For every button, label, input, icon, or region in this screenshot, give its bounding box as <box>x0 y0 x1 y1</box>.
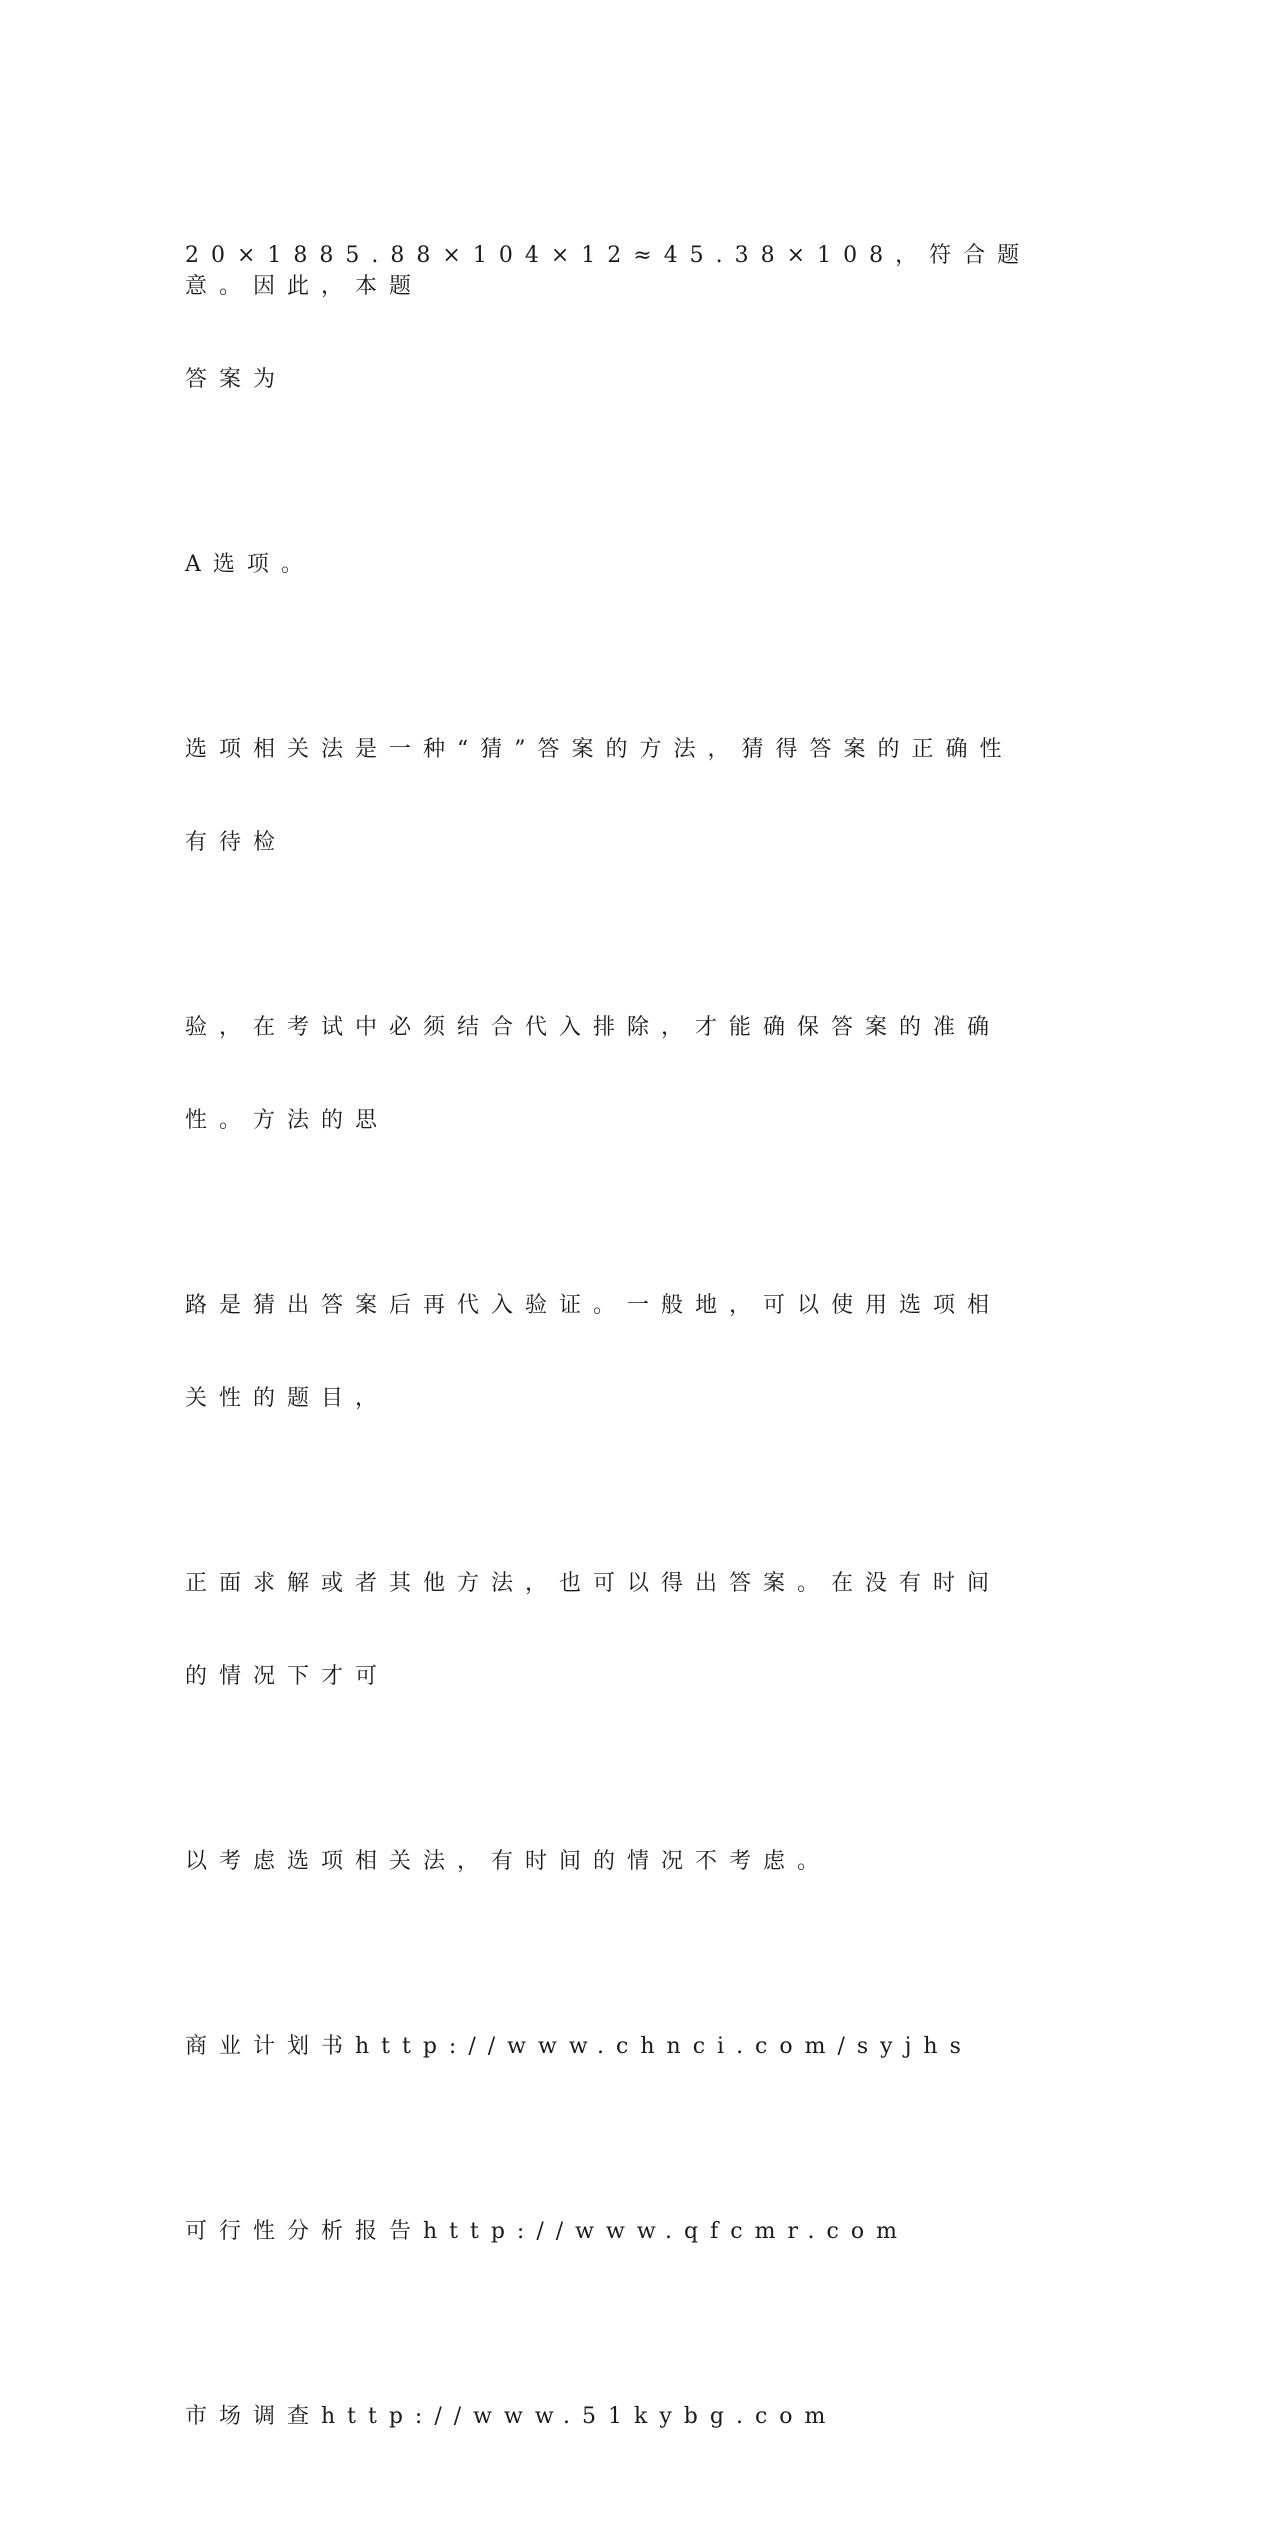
link-feasibility-report <box>185 2154 1085 2309</box>
paragraph-method-verify <box>185 950 1085 1198</box>
paragraph-method-intro <box>185 672 1085 920</box>
link-market-research <box>185 2339 1085 2494</box>
text-line: 有待检 <box>185 830 288 855</box>
text-line: A选项。 <box>185 552 315 577</box>
document-page <box>185 178 1085 2524</box>
paragraph-method-conclusion <box>185 1784 1085 1939</box>
text-line: 可行性分析报告http://www.qfcmr.com <box>185 2219 909 2244</box>
text-line: 商业计划书http://www.chnci.com/syjhs <box>185 2034 973 2059</box>
text-line: 的情况下才可 <box>185 1664 390 1689</box>
paragraph-answer <box>185 487 1085 642</box>
text-line: 验，在考试中必须结合代入排除，才能确保答案的准确 <box>185 1015 1002 1040</box>
link-business-plan <box>185 1969 1085 2124</box>
text-line: 正面求解或者其他方法，也可以得出答案。在没有时间 <box>185 1571 1002 1596</box>
text-line: 性。方法的思 <box>185 1108 390 1133</box>
text-line: 答案为 <box>185 367 288 392</box>
text-line: 市场调查http://www.51kybg.com <box>185 2404 838 2429</box>
paragraph-calculation <box>185 178 1085 457</box>
text-line: 20×1885.88×104×12≈45.38×108，符合题意。因此，本题 <box>185 243 1032 299</box>
text-line: 以考虑选项相关法，有时间的情况不考虑。 <box>185 1849 832 1874</box>
paragraph-method-alternative <box>185 1506 1085 1754</box>
text-line: 路是猜出答案后再代入验证。一般地，可以使用选项相 <box>185 1293 1002 1318</box>
text-line: 选项相关法是一种“猜”答案的方法，猜得答案的正确性 <box>185 737 1014 762</box>
paragraph-method-approach <box>185 1228 1085 1476</box>
text-line: 关性的题目， <box>185 1386 390 1411</box>
